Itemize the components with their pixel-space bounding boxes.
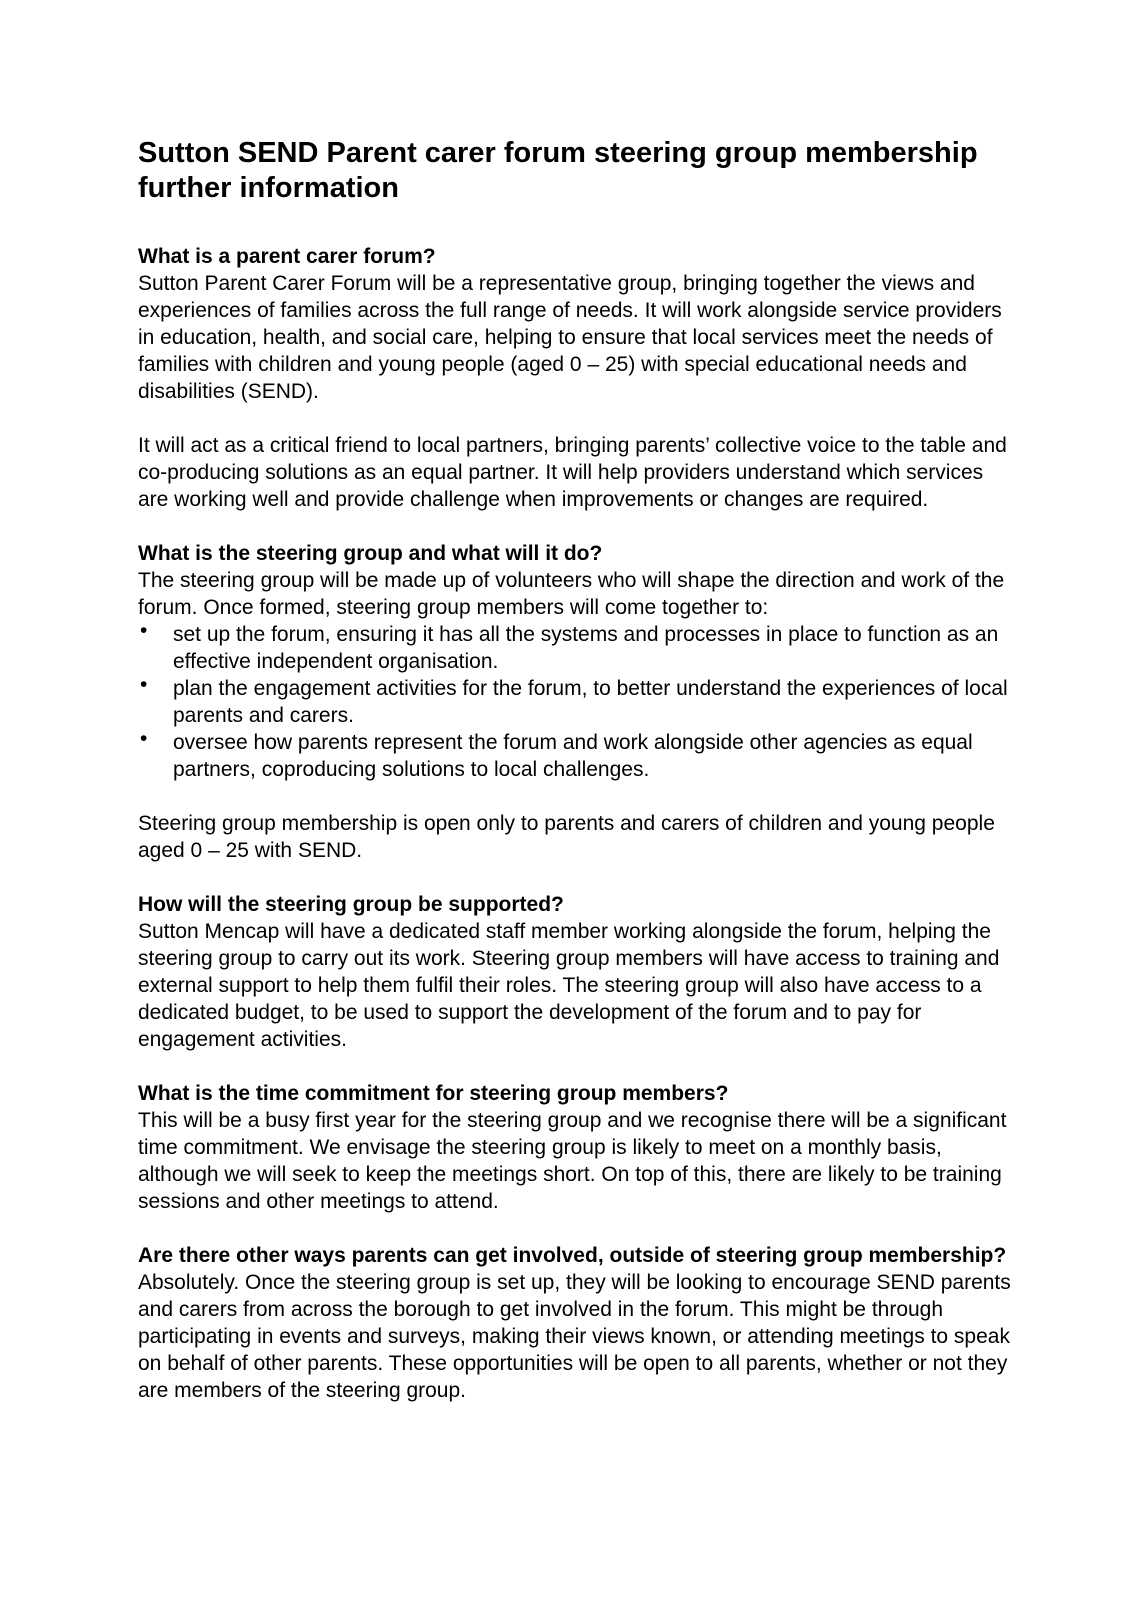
bullet-icon: • <box>140 727 148 750</box>
document-page <box>138 136 1018 1431</box>
section-paragraph: This will be a busy first year for the steering group and we recognise there will be a significant time commitment. We envisage the steering group is likely to meet on a monthly basis, although we will seek to keep the meetings short. On top of this, there are likely to be training sessions and other meetings to attend. <box>138 1109 1007 1213</box>
section-paragraph: Sutton Parent Carer Forum will be a representative group, bringing together the views and experiences of families across the full range of needs. It will work alongside service providers in education, health, and social care, helping to ensure that local services meet the needs of families with children and young people (aged 0 – 25) with special educational needs and disabilities (SEND). <box>138 272 1002 403</box>
section-heading: What is the steering group and what will it do? <box>138 542 603 565</box>
list-item <box>138 621 1018 675</box>
section-paragraph: Sutton Mencap will have a dedicated staff member working alongside the forum, helping the steering group to carry out its work. Steering group members will have access to training and external support to help them fulfil their roles. The steering group will also have access to a dedicated budget, to be used to support the development of the forum and to pay for engagement activities. <box>138 920 1000 1051</box>
section-heading: What is a parent carer forum? <box>138 245 436 268</box>
list-item-text: plan the engagement activities for the forum, to better understand the experiences of local parents and carers. <box>173 677 1008 727</box>
list-item <box>138 729 1018 783</box>
list-item-text: oversee how parents represent the forum and work alongside other agencies as equal partners, coproducing solutions to local challenges. <box>173 731 973 781</box>
section-heading: Are there other ways parents can get involved, outside of steering group membership? <box>138 1244 1007 1267</box>
section-support <box>138 891 1018 1053</box>
bullet-icon: • <box>140 673 148 696</box>
section-paragraph: Absolutely. Once the steering group is set up, they will be looking to encourage SEND parents and carers from across the borough to get involved in the forum. This might be through participating in events and surveys, making their views known, or attending meetings to speak on behalf of other parents. These opportunities will be open to all parents, whether or not they are members of the steering group. <box>138 1271 1011 1402</box>
bullet-list <box>138 621 1018 783</box>
document-title: Sutton SEND Parent carer forum steering group membership further information <box>138 137 978 204</box>
section-steering-group <box>138 540 1018 864</box>
section-parent-carer-forum <box>138 243 1018 513</box>
section-paragraph: It will act as a critical friend to local partners, bringing parents’ collective voice to the table and co-producing solutions as an equal partner. It will help providers understand which services are working well and provide challenge when improvements or changes are required. <box>138 434 1007 511</box>
section-other-ways <box>138 1242 1018 1404</box>
list-item-text: set up the forum, ensuring it has all the systems and processes in place to function as an effective independent organisation. <box>173 623 999 673</box>
section-heading: How will the steering group be supported? <box>138 893 564 916</box>
section-heading: What is the time commitment for steering group members? <box>138 1082 729 1105</box>
section-time-commitment <box>138 1080 1018 1215</box>
bullet-icon: • <box>140 619 148 642</box>
section-paragraph: Steering group membership is open only to parents and carers of children and young people aged 0 – 25 with SEND. <box>138 812 995 862</box>
list-item <box>138 675 1018 729</box>
section-paragraph: The steering group will be made up of volunteers who will shape the direction and work of the forum. Once formed, steering group members will come together to: <box>138 569 1005 619</box>
